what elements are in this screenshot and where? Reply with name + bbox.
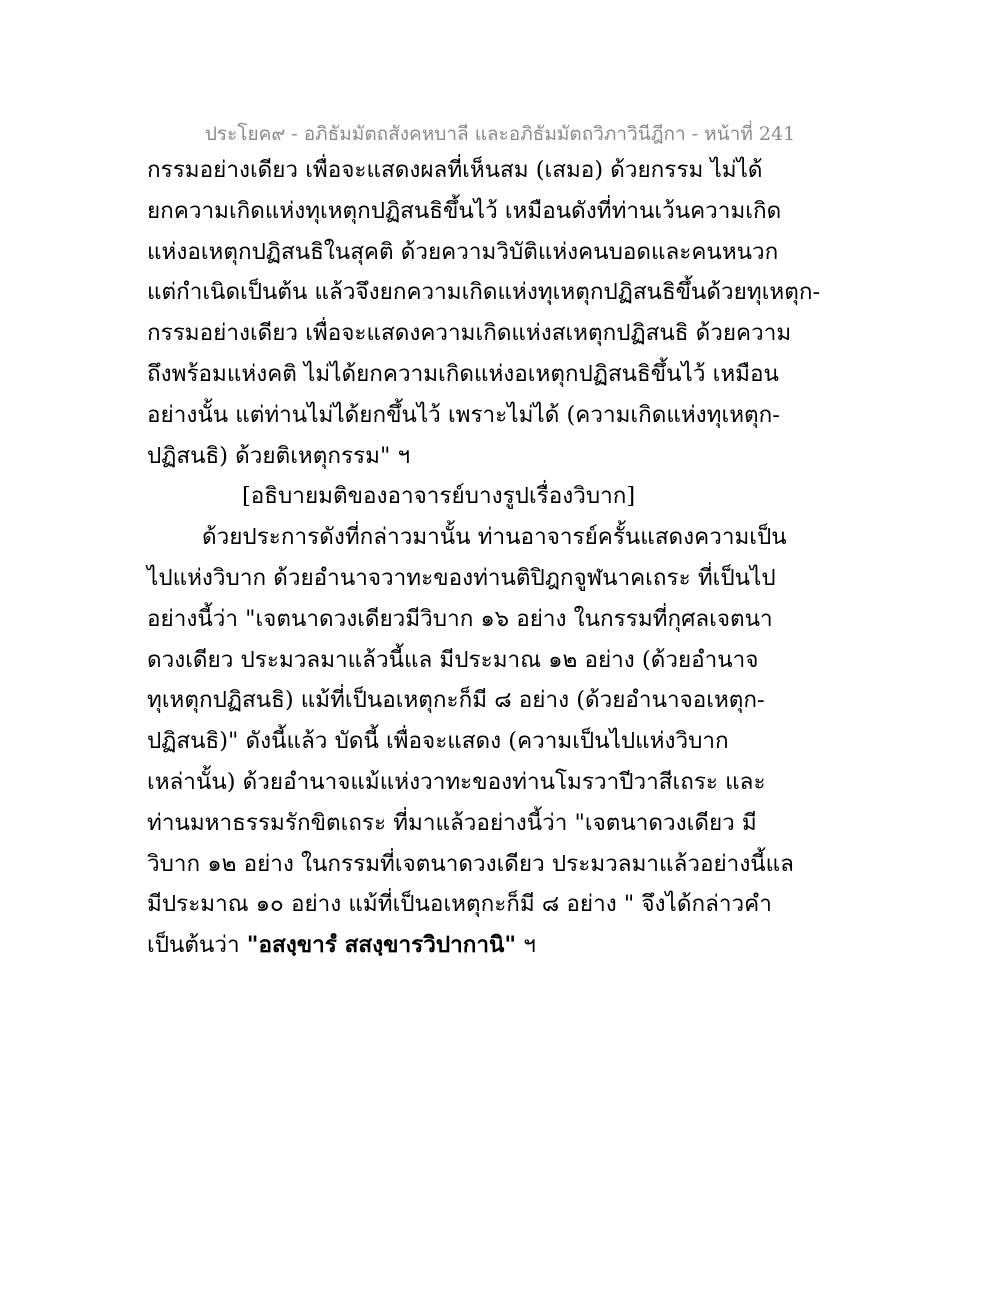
text-line: ปฏิสนธิ) ด้วยติเหตุกรรม" ฯ	[147, 442, 411, 469]
text-line: อย่างนี้ว่า "เจตนาดวงเดียวมีวิบาก ๑๖ อย่าง ในกรรมที่กุศลเจตนา	[147, 605, 773, 632]
paragraph-first-line: ด้วยประการดังที่กล่าวมานั้น ท่านอาจารย์ครั้นแสดงความเป็น	[202, 524, 787, 551]
text-line: แห่งอเหตุกปฏิสนธิในสุคติ ด้วยความวิบัติแห่งคนบอดและคนหนวก	[147, 238, 779, 265]
body-text	[147, 150, 867, 966]
text-line: ยกความเกิดแห่งทุเหตุกปฏิสนธิขึ้นไว้ เหมือนดังที่ท่านเว้นความเกิด	[147, 197, 782, 224]
text-line: มีประมาณ ๑๐ อย่าง แม้ที่เป็นอเหตุกะก็มี ๘ อย่าง " จึงได้กล่าวคำ	[147, 891, 772, 918]
text-line: แต่กำเนิดเป็นต้น แล้วจึงยกความเกิดแห่งทุเหตุกปฏิสนธิขึ้นด้วยทุเหตุก-	[147, 279, 821, 306]
pali-quote-bold: "อสงฺขารํ สสงฺขารวิปากานิ"	[246, 932, 517, 959]
text-line: ท่านมหาธรรมรักขิตเถระ ที่มาแล้วอย่างนี้ว่า "เจตนาดวงเดียว มี	[147, 809, 757, 836]
page-header-text: ประโยค๙ - อภิธัมมัตถสังคหบาลี และอภิธัมมัตถวิภาวินีฎีกา - หน้าที่ 241	[204, 123, 796, 145]
text-line: อย่างนั้น แต่ท่านไม่ได้ยกขึ้นไว้ เพราะไม่ได้ (ความเกิดแห่งทุเหตุก-	[147, 401, 780, 428]
page-header	[0, 119, 1000, 149]
text-line: กรรมอย่างเดียว เพื่อจะแสดงความเกิดแห่งสเหตุกปฏิสนธิ ด้วยความ	[147, 320, 792, 347]
text-line: เหล่านั้น) ด้วยอำนาจแม้แห่งวาทะของท่านโมรวาปีวาสีเถระ และ	[147, 768, 766, 795]
section-heading: [อธิบายมติของอาจารย์บางรูปเรื่องวิบาก]	[242, 483, 636, 510]
text-run-end: ฯ	[516, 932, 536, 959]
text-line: ทุเหตุกปฏิสนธิ) แม้ที่เป็นอเหตุกะก็มี ๘ อย่าง (ด้วยอำนาจอเหตุก-	[147, 687, 765, 714]
text-line: ถึงพร้อมแห่งคติ ไม่ได้ยกความเกิดแห่งอเหตุกปฏิสนธิขึ้นไว้ เหมือน	[147, 360, 779, 387]
text-line: วิบาก ๑๒ อย่าง ในกรรมที่เจตนาดวงเดียว ประมวลมาแล้วอย่างนี้แล	[147, 850, 794, 877]
text-line-last	[147, 925, 867, 966]
text-line: กรรมอย่างเดียว เพื่อจะแสดงผลที่เห็นสม (เสมอ) ด้วยกรรม ไม่ได้	[147, 157, 763, 183]
text-run: เป็นต้นว่า	[147, 932, 247, 959]
text-line: ไปแห่งวิบาก ด้วยอำนาจวาทะของท่านติปิฎกจูฬนาคเถระ ที่เป็นไป	[147, 564, 776, 591]
text-line: ปฏิสนธิ)" ดังนี้แล้ว บัดนี้ เพื่อจะแสดง (ความเป็นไปแห่งวิบาก	[147, 728, 729, 755]
text-line: ดวงเดียว ประมวลมาแล้วนี้แล มีประมาณ ๑๒ อย่าง (ด้วยอำนาจ	[147, 646, 759, 673]
